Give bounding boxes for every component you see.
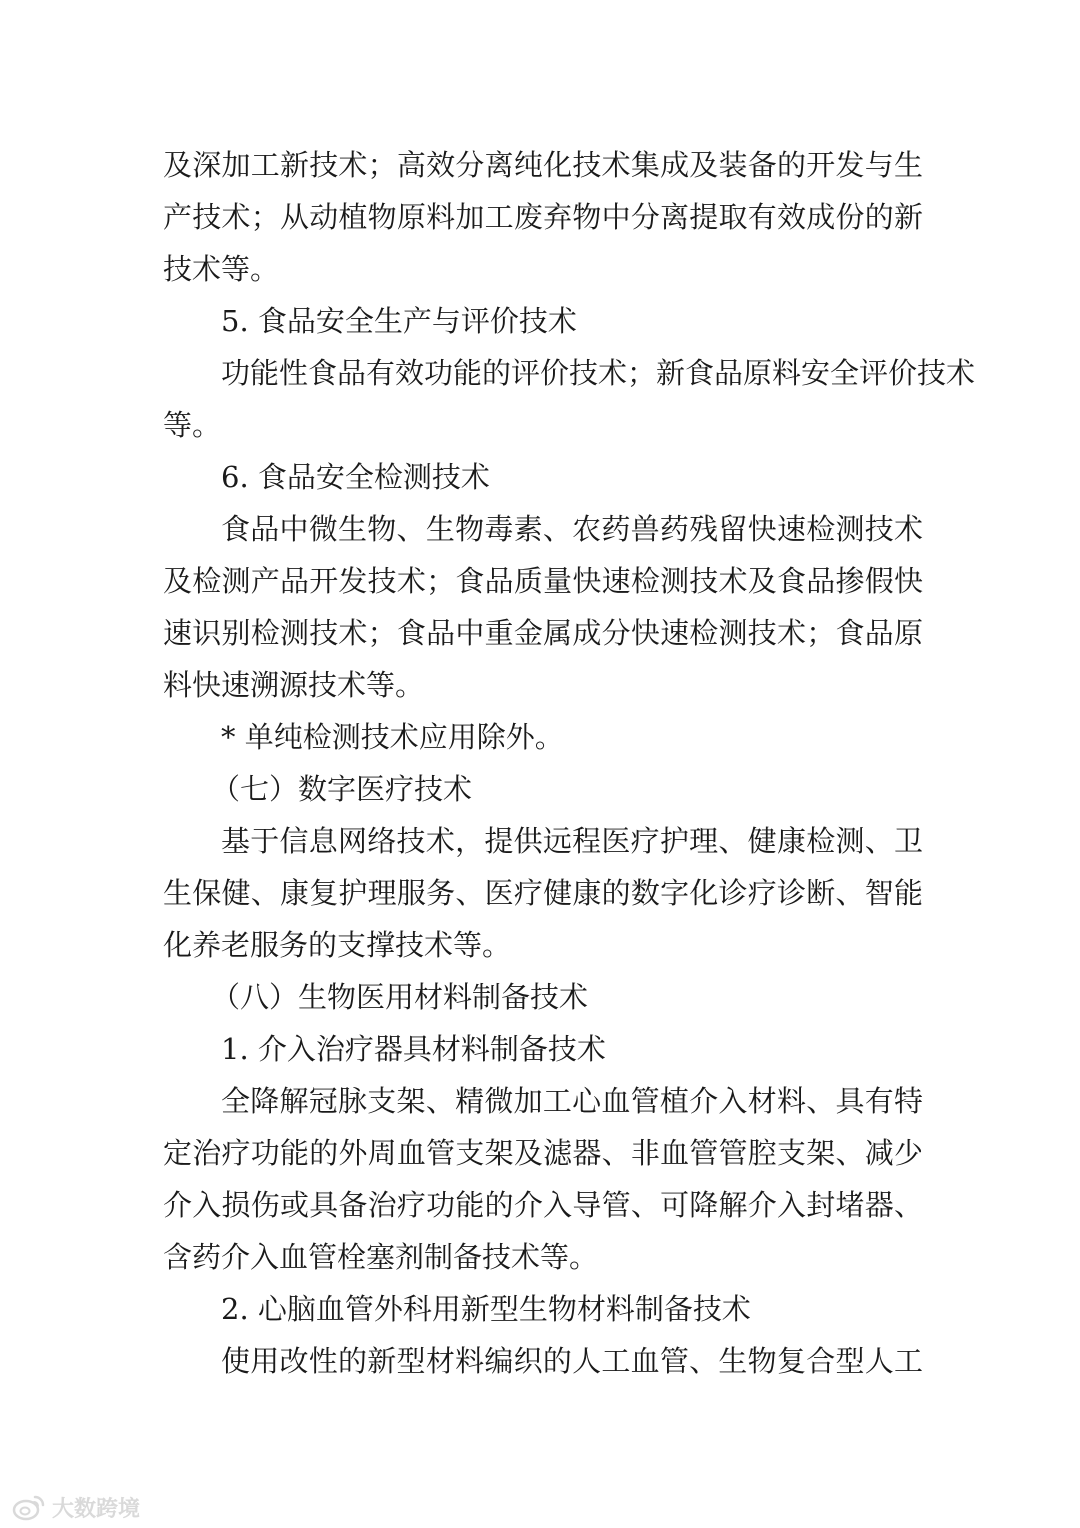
text-line: 速识别检测技术；食品中重金属成分快速检测技术；食品原 xyxy=(163,616,923,650)
text-line: 化养老服务的支撑技术等。 xyxy=(163,928,512,962)
section-heading: （七）数字医疗技术 xyxy=(211,772,473,806)
text-line: 含药介入血管栓塞剂制备技术等。 xyxy=(163,1240,599,1274)
watermark xyxy=(12,1490,140,1524)
text-line: 料快速溯源技术等。 xyxy=(163,668,425,702)
text-line: 等。 xyxy=(163,408,222,442)
text-line: 介入损伤或具备治疗功能的介入导管、可降解介入封堵器、 xyxy=(163,1188,923,1222)
text-line: 定治疗功能的外周血管支架及滤器、非血管管腔支架、减少 xyxy=(163,1136,923,1170)
text-line: 生保健、康复护理服务、医疗健康的数字化诊疗诊断、智能 xyxy=(163,876,923,910)
section-heading: 5. 食品安全生产与评价技术 xyxy=(221,304,577,338)
section-heading: 1. 介入治疗器具材料制备技术 xyxy=(221,1032,606,1066)
text-line: 功能性食品有效功能的评价技术；新食品原料安全评价技术 xyxy=(221,356,976,390)
section-heading: 6. 食品安全检测技术 xyxy=(221,460,490,494)
text-line: 全降解冠脉支架、精微加工心血管植介入材料、具有特 xyxy=(221,1084,923,1118)
text-line: 技术等。 xyxy=(163,252,280,286)
text-line: 产技术；从动植物原料加工废弃物中分离提取有效成份的新 xyxy=(163,200,923,234)
text-line: 食品中微生物、生物毒素、农药兽药残留快速检测技术 xyxy=(221,512,923,546)
section-heading: （八）生物医用材料制备技术 xyxy=(211,980,589,1014)
document-body xyxy=(163,139,976,1387)
weibo-logo-icon xyxy=(12,1493,46,1521)
section-heading: 2. 心脑血管外科用新型生物材料制备技术 xyxy=(221,1292,751,1326)
note-line: * 单纯检测技术应用除外。 xyxy=(221,720,564,754)
text-line: 使用改性的新型材料编织的人工血管、生物复合型人工 xyxy=(221,1344,923,1378)
text-line: 及检测产品开发技术；食品质量快速检测技术及食品掺假快 xyxy=(163,564,923,598)
text-line: 基于信息网络技术，提供远程医疗护理、健康检测、卫 xyxy=(221,824,923,858)
watermark-text: 大数跨境 xyxy=(52,1496,141,1522)
text-line: 及深加工新技术；高效分离纯化技术集成及装备的开发与生 xyxy=(163,148,923,182)
